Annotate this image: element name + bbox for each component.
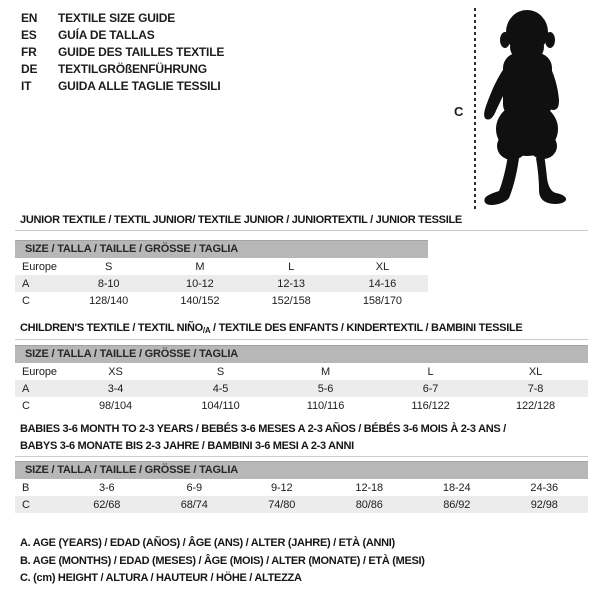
size-value-cell: 9-12	[270, 481, 293, 494]
language-label: GUÍA DE TALLAS	[58, 28, 155, 42]
size-value-cell: 62/68	[93, 498, 121, 511]
size-value-cell: 68/74	[180, 498, 208, 511]
size-value-cell: 8-10	[97, 277, 120, 290]
size-value-cell: 12-13	[277, 277, 305, 290]
language-row-en	[21, 10, 224, 27]
size-value-cell: 24-36	[530, 481, 559, 494]
note-height-cm: C. (cm) HEIGHT / ALTURA / HAUTEUR / HÖHE / ALTEZZA	[20, 572, 302, 584]
size-value-cell: 3-6	[98, 481, 115, 494]
size-value-cell: 5-6	[317, 382, 334, 395]
note-age-years: A. AGE (YEARS) / EDAD (AÑOS) / ÂGE (ANS) / ALTER (JAHRE) / ETÀ (ANNI)	[20, 537, 395, 549]
language-row-es	[21, 27, 224, 44]
table-row-height	[15, 397, 588, 414]
note-age-months: B. AGE (MONTHS) / EDAD (MESES) / ÂGE (MOIS) / ALTER (MONATE) / ETÀ (MESI)	[20, 554, 425, 567]
row-label-cell: C	[22, 399, 30, 412]
size-value-cell: L	[288, 260, 295, 273]
size-value-cell: 104/110	[201, 399, 240, 412]
size-value-cell: 92/98	[530, 498, 558, 511]
row-label-cell: C	[22, 294, 30, 307]
size-value-cell: 6-9	[186, 481, 203, 494]
language-label: GUIDE DES TAILLES TEXTILE	[58, 45, 225, 59]
row-label-cell: Europe	[22, 260, 57, 273]
size-value-cell: S	[105, 260, 113, 273]
language-code: DE	[21, 62, 38, 76]
table-row-europe	[15, 258, 428, 275]
row-label-cell: A	[22, 382, 30, 395]
language-code: IT	[21, 79, 32, 93]
row-label-cell: B	[22, 481, 30, 494]
table-row-age	[15, 380, 588, 397]
size-value-cell: 80/86	[355, 498, 383, 511]
junior-table-title: JUNIOR TEXTILE / TEXTIL JUNIOR/ TEXTILE JUNIOR / JUNIORTEXTIL / JUNIOR TESSILE	[20, 214, 462, 226]
size-value-cell: 14-16	[368, 277, 397, 290]
row-label-cell: A	[22, 277, 30, 290]
size-value-cell: 140/152	[180, 294, 220, 307]
size-value-cell: 6-7	[422, 382, 439, 395]
size-value-cell: 110/116	[306, 399, 345, 412]
height-measure-label: C	[454, 104, 464, 119]
language-label: TEXTILE SIZE GUIDE	[58, 11, 176, 25]
size-value-cell: 116/122	[411, 399, 450, 412]
table-top-rule	[15, 339, 588, 340]
table-top-rule	[15, 230, 588, 231]
babies-table-title-line1: BABIES 3-6 MONTH TO 2-3 YEARS / BEBÉS 3-6 MESES A 2-3 AÑOS / BÉBÉS 3-6 MOIS À 2-3 ANS /	[20, 423, 506, 435]
size-value-cell: XS	[108, 365, 123, 378]
babies-table-title-line2: BABYS 3-6 MONATE BIS 2-3 JAHRE / BAMBINI 3-6 MESI A 2-3 ANNI	[20, 440, 354, 452]
language-list	[21, 10, 224, 95]
language-row-it	[21, 78, 224, 95]
size-value-cell: 10-12	[186, 277, 214, 290]
size-value-cell: 4-5	[212, 382, 229, 395]
height-measure-dashed-line	[474, 8, 476, 210]
row-label-cell: C	[22, 498, 30, 511]
table-row-height	[15, 496, 588, 513]
language-row-de	[21, 61, 224, 78]
language-row-fr	[21, 44, 224, 61]
babies-size-table	[15, 479, 588, 513]
size-value-cell: XL	[528, 365, 543, 378]
size-value-cell: 74/80	[268, 498, 296, 511]
size-value-cell: 18-24	[442, 481, 471, 494]
size-value-cell: S	[216, 365, 225, 378]
size-value-cell: 12-18	[355, 481, 384, 494]
children-title-sub: /A	[202, 326, 211, 335]
table-row-europe	[15, 363, 588, 380]
size-header-bar: SIZE / TALLA / TAILLE / GRÖSSE / TAGLIA	[15, 240, 428, 258]
baby-silhouette	[482, 9, 574, 212]
language-code: EN	[21, 11, 38, 25]
children-title-pre: CHILDREN'S TEXTILE / TEXTIL NIÑO	[20, 322, 203, 334]
size-value-cell: 98/104	[98, 399, 133, 412]
size-value-cell: 128/140	[89, 294, 129, 307]
size-value-cell: 86/92	[443, 498, 471, 511]
size-value-cell: XL	[375, 260, 389, 273]
size-value-cell: 3-4	[107, 382, 124, 395]
table-row-height	[15, 292, 428, 309]
children-title-post: / TEXTILE DES ENFANTS / KINDERTEXTIL / BAMBINI TESSILE	[210, 322, 523, 334]
size-value-cell: 122/128	[515, 399, 556, 412]
size-header-bar: SIZE / TALLA / TAILLE / GRÖSSE / TAGLIA	[15, 461, 588, 479]
size-header-bar: SIZE / TALLA / TAILLE / GRÖSSE / TAGLIA	[15, 345, 588, 363]
size-value-cell: M	[195, 260, 205, 273]
children-table-title	[20, 322, 522, 335]
row-label-cell: Europe	[22, 365, 57, 378]
size-value-cell: M	[320, 365, 331, 378]
junior-size-table	[15, 258, 428, 309]
language-label: GUIDA ALLE TAGLIE TESSILI	[58, 79, 221, 93]
language-code: FR	[21, 45, 37, 59]
size-value-cell: L	[427, 365, 434, 378]
language-label: TEXTILGRÖßENFÜHRUNG	[58, 62, 207, 76]
size-value-cell: 158/170	[362, 294, 402, 307]
table-top-rule	[15, 456, 588, 457]
legend-notes	[20, 535, 425, 588]
table-row-age-months	[15, 479, 588, 496]
size-value-cell: 152/158	[271, 294, 311, 307]
language-code: ES	[21, 28, 37, 42]
children-size-table	[15, 363, 588, 414]
table-row-age	[15, 275, 428, 292]
size-value-cell: 7-8	[527, 382, 544, 395]
